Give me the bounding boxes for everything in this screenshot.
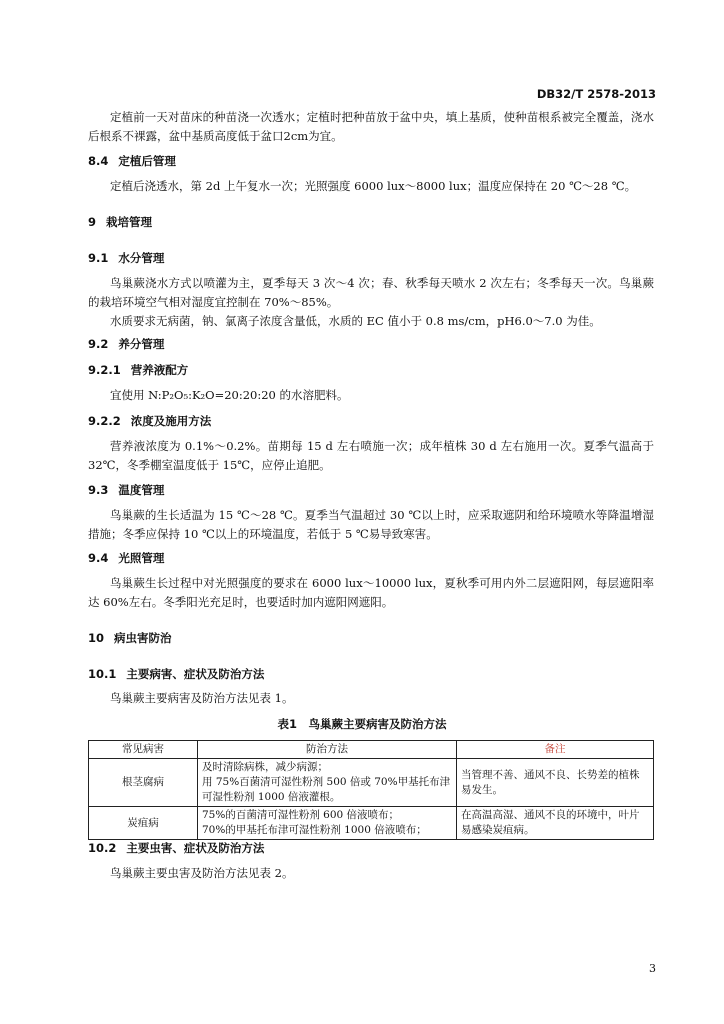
table-1-caption: 表1 鸟巢蕨主要病害及防治方法 xyxy=(277,717,447,731)
section-title: 主要虫害、症状及防治方法 xyxy=(126,841,265,855)
table-row xyxy=(89,807,654,840)
disease-control-table xyxy=(88,740,654,840)
section-title: 水分管理 xyxy=(118,251,165,265)
paragraph-9-2-1: 宜使用 N:P₂O₅:K₂O=20:20:20 的水溶肥料。 xyxy=(110,388,349,402)
section-number: 9.2.1 xyxy=(88,363,121,377)
paragraph-9-1-a: 鸟巢蕨浇水方式以喷灌为主，夏季每天 3 次～4 次；春、秋季每天喷水 2 次左右；冬季每天一次。鸟巢蕨的栽培环境空气相对湿度宜控制在 70%～85%。 xyxy=(88,276,654,309)
heading-9-1 xyxy=(88,250,164,266)
section-number: 8.4 xyxy=(88,154,109,168)
heading-10 xyxy=(88,630,172,646)
section-number: 9.3 xyxy=(88,483,109,497)
disease-name: 炭疽病 xyxy=(89,807,198,840)
section-number: 9.2 xyxy=(88,337,109,351)
section-number: 9.1 xyxy=(88,251,109,265)
section-title: 主要病害、症状及防治方法 xyxy=(126,667,265,681)
section-number: 9.2.2 xyxy=(88,414,121,428)
heading-9 xyxy=(88,214,152,230)
section-title: 浓度及施用方法 xyxy=(130,414,212,428)
heading-8-4 xyxy=(88,153,176,169)
section-number: 9.4 xyxy=(88,551,109,565)
heading-9-2-1 xyxy=(88,362,188,378)
heading-9-2 xyxy=(88,336,164,352)
paragraph-9-2-2: 营养液浓度为 0.1%～0.2%。苗期每 15 d 左右喷施一次；成年植株 30 d 左右施用一次。夏季气温高于 32℃，冬季棚室温度低于 15℃，应停止追肥。 xyxy=(88,439,654,472)
standard-code: DB32/T 2578-2013 xyxy=(536,87,656,101)
paragraph-9-4: 鸟巢蕨生长过程中对光照强度的要求在 6000 lux～10000 lux，夏秋季可用内外二层遮阳网，每层遮阳率达 60%左右。冬季阳光充足时，也要适时加内遮阳网遮阳。 xyxy=(88,576,654,609)
column-header-note: 备注 xyxy=(457,741,654,759)
paragraph-10-2: 鸟巢蕨主要虫害及防治方法见表 2。 xyxy=(110,866,294,880)
control-method: 75%的百菌清可湿性粉剂 600 倍液喷布； 70%的甲基托布津可湿性粉剂 1000 倍液喷布； xyxy=(198,807,457,840)
paragraph-planting-before: 定植前一天对苗床的种苗浇一次透水；定植时把种苗放于盆中央，填上基质，使种苗根系被完全覆盖，浇水后根系不裸露，盆中基质高度低于盆口2cm为宜。 xyxy=(88,110,654,143)
heading-9-3 xyxy=(88,482,164,498)
section-title: 营养液配方 xyxy=(130,363,189,377)
heading-9-2-2 xyxy=(88,413,211,429)
paragraph-10-1: 鸟巢蕨主要病害及防治方法见表 1。 xyxy=(110,691,294,705)
heading-10-2 xyxy=(88,840,264,856)
section-number: 9 xyxy=(88,215,97,229)
section-title: 温度管理 xyxy=(118,483,165,497)
section-title: 定植后管理 xyxy=(118,154,176,168)
heading-10-1 xyxy=(88,666,264,682)
page-number: 3 xyxy=(649,962,656,975)
section-title: 养分管理 xyxy=(118,337,165,351)
remark: 在高温高湿、通风不良的环境中，叶片易感染炭疽病。 xyxy=(457,807,654,840)
table-header-row xyxy=(89,741,654,759)
section-title: 病虫害防治 xyxy=(114,631,172,645)
column-header-disease: 常见病害 xyxy=(89,741,198,759)
section-title: 栽培管理 xyxy=(106,215,153,229)
heading-9-4 xyxy=(88,550,164,566)
paragraph-8-4: 定植后浇透水，第 2d 上午复水一次；光照强度 6000 lux～8000 lux；温度应保持在 20 ℃～28 ℃。 xyxy=(110,179,637,193)
control-method: 及时清除病株，减少病源； 用 75%百菌清可湿性粉剂 500 倍或 70%甲基托布津可湿性粉剂 1000 倍液灌根。 xyxy=(198,759,457,807)
remark: 当管理不善、通风不良、长势差的植株易发生。 xyxy=(457,759,654,807)
disease-name: 根茎腐病 xyxy=(89,759,198,807)
section-title: 光照管理 xyxy=(118,551,165,565)
table-row xyxy=(89,759,654,807)
section-number: 10 xyxy=(88,631,105,645)
paragraph-9-3: 鸟巢蕨的生长适温为 15 ℃～28 ℃。夏季当气温超过 30 ℃以上时，应采取遮阴和给环境喷水等降温增湿措施；冬季应保持 10 ℃以上的环境温度，若低于 5 ℃易导致寒害。 xyxy=(88,508,654,541)
paragraph-9-1-b: 水质要求无病菌，钠、氯离子浓度含量低，水质的 EC 值小于 0.8 ms/cm，pH6.0～7.0 为佳。 xyxy=(110,314,601,328)
section-number: 10.1 xyxy=(88,667,117,681)
column-header-method: 防治方法 xyxy=(198,741,457,759)
section-number: 10.2 xyxy=(88,841,117,855)
